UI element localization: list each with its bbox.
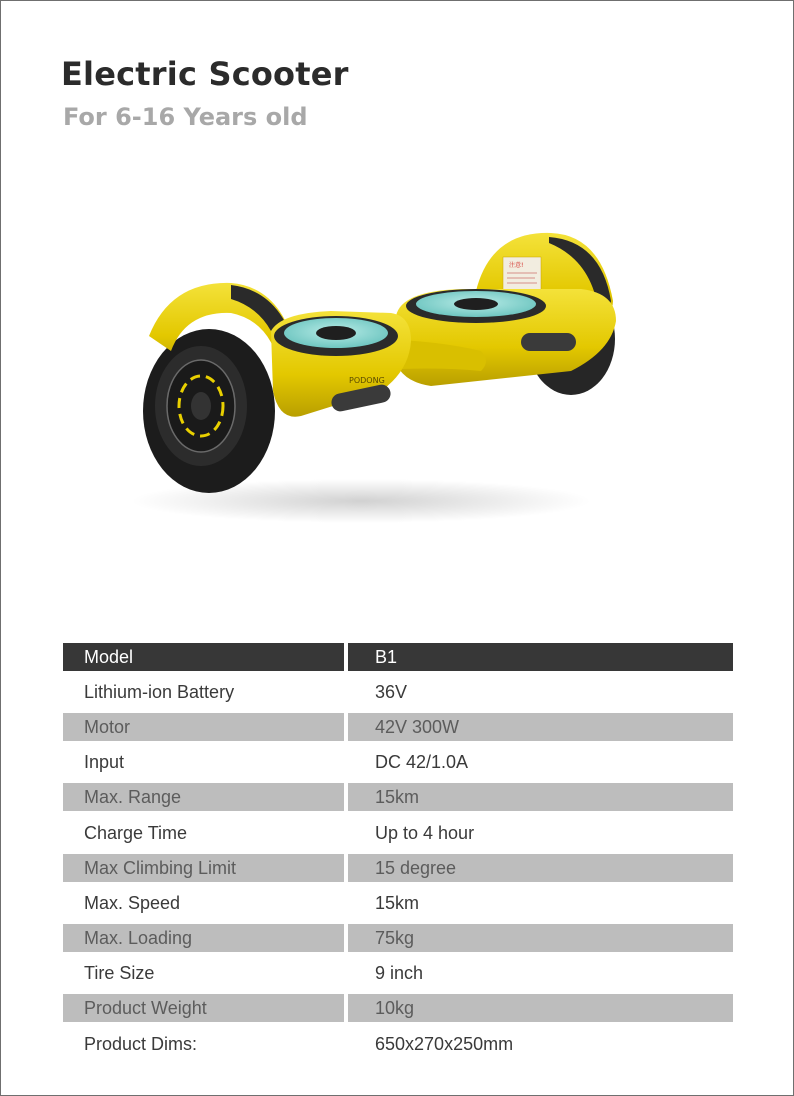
spec-label: Charge Time bbox=[84, 822, 188, 843]
spec-value: 15km bbox=[348, 783, 733, 811]
spec-label: Max. Range bbox=[63, 783, 344, 811]
spec-label: Product Dims: bbox=[84, 1033, 198, 1054]
spec-row bbox=[63, 921, 733, 956]
spec-label: Motor bbox=[63, 713, 344, 741]
spec-value: Up to 4 hour bbox=[375, 822, 475, 843]
spec-row bbox=[63, 885, 733, 920]
spec-table bbox=[63, 639, 733, 1061]
spec-value: 650x270x250mm bbox=[375, 1033, 514, 1054]
spec-row bbox=[63, 1026, 733, 1061]
spec-header-row bbox=[63, 639, 733, 674]
spec-row bbox=[63, 991, 733, 1026]
spec-value: 36V bbox=[375, 681, 408, 702]
spec-value: 75kg bbox=[348, 924, 733, 952]
spec-label: Input bbox=[84, 752, 125, 773]
spec-header-label: Model bbox=[63, 643, 344, 671]
spec-value: 9 inch bbox=[375, 963, 424, 984]
spec-row bbox=[63, 780, 733, 815]
spec-label: Tire Size bbox=[84, 963, 155, 984]
brand-label: PODONG bbox=[349, 376, 385, 385]
warning-sticker-text: 注意! bbox=[509, 262, 524, 269]
spec-value: 42V 300W bbox=[348, 713, 733, 741]
spec-row bbox=[63, 815, 733, 850]
spec-label: Product Weight bbox=[63, 994, 344, 1022]
spec-row bbox=[63, 956, 733, 991]
spec-label: Max Climbing Limit bbox=[63, 854, 344, 882]
page-subtitle: For 6-16 Years old bbox=[63, 103, 308, 131]
spec-value: DC 42/1.0A bbox=[375, 752, 469, 773]
spec-label: Max. Speed bbox=[84, 892, 181, 913]
spec-value: 15km bbox=[375, 892, 420, 913]
spec-label: Max. Loading bbox=[63, 924, 344, 952]
spec-row bbox=[63, 745, 733, 780]
spec-header-value: B1 bbox=[348, 643, 733, 671]
spec-row bbox=[63, 709, 733, 744]
spec-row bbox=[63, 850, 733, 885]
spec-value: 15 degree bbox=[348, 854, 733, 882]
hoverboard-product-image bbox=[131, 221, 631, 531]
page-title: Electric Scooter bbox=[61, 55, 349, 93]
spec-value: 10kg bbox=[348, 994, 733, 1022]
spec-row bbox=[63, 674, 733, 709]
spec-label: Lithium-ion Battery bbox=[84, 681, 235, 702]
